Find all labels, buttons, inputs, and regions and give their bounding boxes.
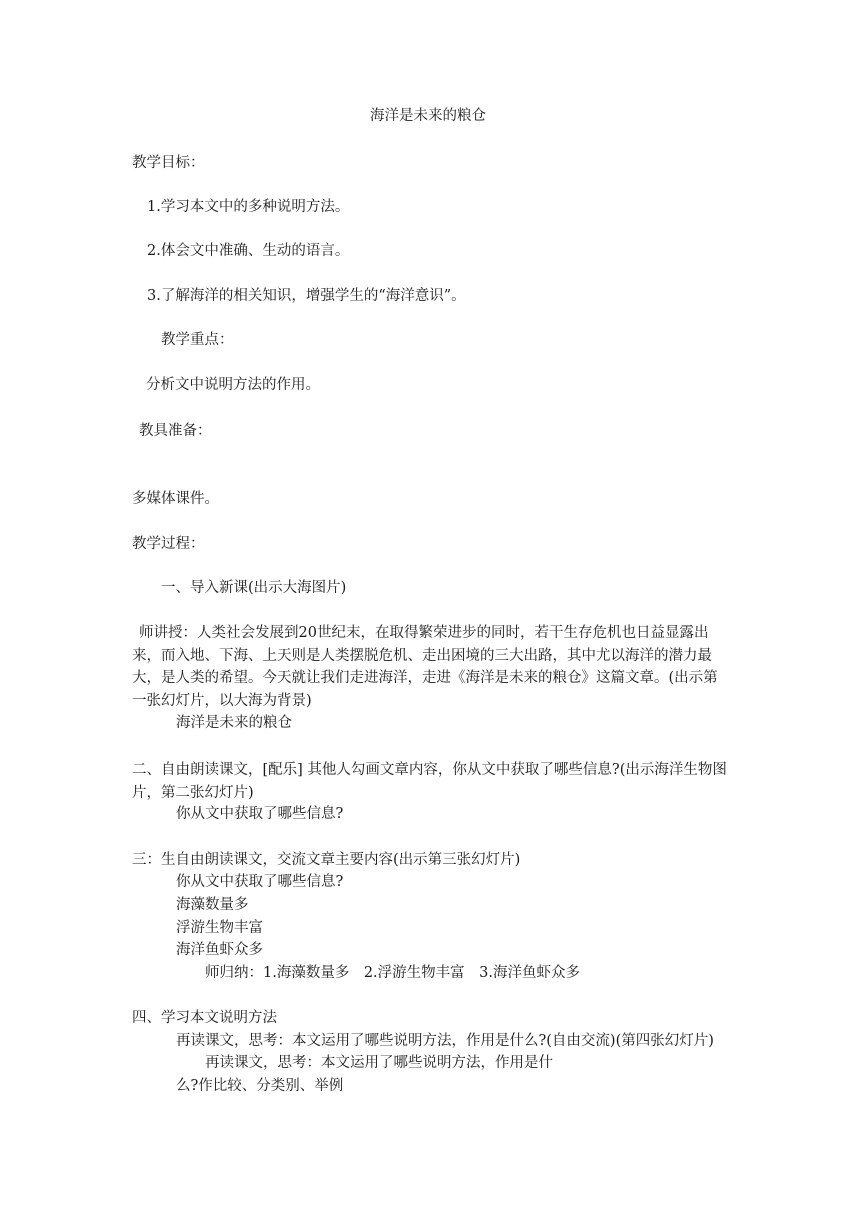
objective-item-1: 1.学习本文中的多种说明方法。 xyxy=(147,199,350,215)
step4-heading: 四、学习本文说明方法 xyxy=(132,1010,277,1026)
step1-heading: 一、导入新课(出示大海图片) xyxy=(161,580,347,596)
step4-line-3: 么?作比较、分类别、举例 xyxy=(176,1078,344,1094)
step4-line-2: 再读课文，思考：本文运用了哪些说明方法，作用是什 xyxy=(205,1055,553,1071)
page-title: 海洋是未来的粮仓 xyxy=(370,108,486,124)
step2-slide-text: 你从文中获取了哪些信息? xyxy=(176,806,344,822)
process-heading: 教学过程： xyxy=(132,536,205,552)
step3-point-3: 海洋鱼虾众多 xyxy=(176,942,263,958)
step3-point-2: 浮游生物丰富 xyxy=(176,920,263,936)
objectives-heading: 教学目标： xyxy=(132,155,205,171)
focus-heading: 教学重点： xyxy=(161,332,234,348)
tools-heading: 教具准备： xyxy=(139,423,212,439)
step3-question: 你从文中获取了哪些信息? xyxy=(176,874,344,890)
step1-slide-text: 海洋是未来的粮仓 xyxy=(176,715,292,731)
step3-summary: 师归纳：1.海藻数量多 2.浮游生物丰富 3.海洋鱼虾众多 xyxy=(205,965,581,981)
objective-item-2: 2.体会文中准确、生动的语言。 xyxy=(147,243,350,259)
tools-text: 多媒体课件。 xyxy=(132,491,219,507)
step3-heading: 三：生自由朗读课文，交流文章主要内容(出示第三张幻灯片) xyxy=(132,852,521,868)
step2-paragraph: 二、自由朗读课文，[配乐] 其他人勾画文章内容，你从文中获取了哪些信息?(出示海洋生物图片，第二张幻灯片) xyxy=(132,762,727,801)
objective-item-3: 3.了解海洋的相关知识，增强学生的“海洋意识”。 xyxy=(147,288,466,304)
focus-text: 分析文中说明方法的作用。 xyxy=(146,377,320,393)
step1-paragraph: 师讲授：人类社会发展到20世纪末，在取得繁荣进步的同时，若干生存危机也日益显露出来，而入地、下海、上天则是人类摆脱危机、走出困境的三大出路，其中尤以海洋的潜力最大，是人类的希望。今天就让我们走进海洋，走进《海洋是未来的粮仓》这篇文章。(出示第一张幻灯片，以大海为背景) xyxy=(132,625,718,709)
step3-point-1: 海藻数量多 xyxy=(176,897,249,913)
step4-line-1: 再读课文，思考：本文运用了哪些说明方法，作用是什么?(自由交流)(第四张幻灯片) xyxy=(176,1033,714,1049)
